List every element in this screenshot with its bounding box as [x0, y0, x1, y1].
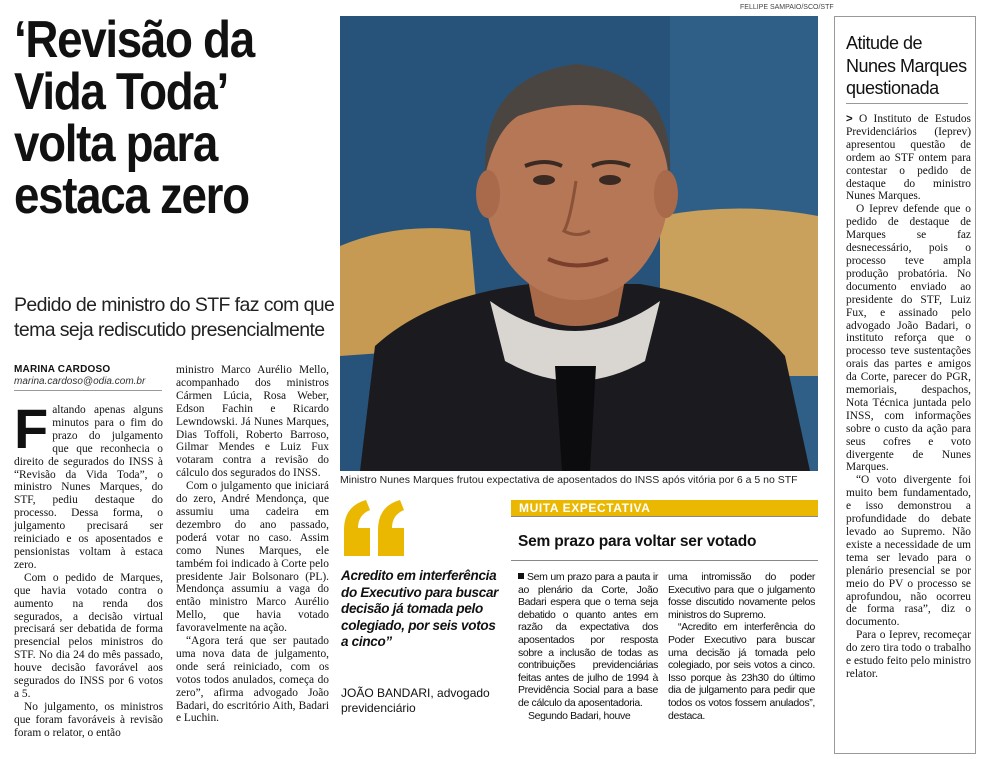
sidebar-title-line: Atitude de — [846, 33, 923, 53]
body-paragraph: ministro Marco Aurélio Mello, acompanhado dos ministros Cármen Lúcia, Rosa Weber, Edson Fachin e Ricardo Lewndowski. Já Nunes Marques, Dias Toffoli, Roberto Barroso, Gilmar Mendes e Luiz Fux votaram contra a revisão do cálculo dos segurados do INSS. — [176, 364, 329, 480]
subheadline-line: tema seja rediscutido presencialmente — [14, 319, 325, 341]
pull-quote-author: JOÃO BANDARI, advogado previdenciário — [341, 686, 490, 715]
arrow-icon: > — [846, 113, 853, 125]
subheadline — [14, 293, 334, 343]
drop-cap: F — [14, 397, 49, 460]
section-paragraph: “Acredito em interferência do Poder Executivo para buscar uma decisão já tomada pelo colegiado, por seis votos a cinco. Isso porque às 23h30 do último dia de julgamento para pedir que todos os votos fossem anulados”, destaca. — [668, 621, 815, 722]
sidebar-paragraph — [846, 113, 971, 203]
sidebar-title-line: questionada — [846, 78, 939, 98]
section-label: MUITA EXPECTATIVA — [511, 500, 818, 516]
section-paragraph: uma intromissão do poder Executivo para que o julgamento fosse discutido novamente pelos ministros do Supremo. — [668, 571, 815, 621]
sidebar-body — [846, 113, 971, 681]
section-paragraph — [518, 571, 658, 710]
headline-line: estaca zero — [14, 167, 249, 225]
byline-email: marina.cardoso@odia.com.br — [14, 376, 146, 387]
body-paragraph: Com o julgamento que iniciará do zero, André Mendonça, que assumiu uma cadeira em dezembro do ano passado, poderá votar no caso. Assim como Nunes Marques, ele também foi indicado à Corte pelo presidente Jair Bolsonaro (PL). Mendonça assumiu a vaga do então ministro Marco Aurélio Mello, que havia votado favoravelmente na ação. — [176, 480, 329, 635]
section-title: Sem prazo para voltar ser votado — [518, 533, 757, 550]
headline — [14, 11, 294, 225]
section-divider — [511, 516, 818, 517]
section-column-2 — [668, 571, 815, 722]
headline-line: Vida Toda’ — [14, 63, 228, 121]
headline-line: ‘Revisão da — [14, 11, 254, 69]
byline-author: MARINA CARDOSO — [14, 364, 111, 375]
subheadline-line: Pedido de ministro do STF faz com que — [14, 294, 335, 316]
section-paragraph: Segundo Badari, houve — [528, 709, 631, 722]
section-divider — [511, 560, 818, 561]
minister-photo — [340, 16, 818, 471]
sidebar-paragraph: “O voto divergente foi muito bem fundamentado, e isso demonstrou a profundidade do debate levado ao Supremo. Não existe a necessidade de um tema ser levado para o plenário presencial se por meio do PV o processo se aprofundou, não ocorreu de forma rasa”, diz o documento. — [846, 474, 971, 629]
sidebar-title — [846, 32, 974, 100]
body-paragraph: Com o pedido de Marques, que havia votado contra o aumento na renda dos segurados, a decisão virtual precisará ser debatida de forma presencial pelos ministros do STF. No dia 24 do mês passado, houve decisão favorável aos segurados do INSS por 6 votos a 5. — [14, 571, 163, 700]
quote-mark-icon — [342, 500, 408, 561]
photo-credit: FELLIPE SAMPAIO/SCO/STF — [740, 4, 834, 11]
sidebar-paragraph-text: O Instituto de Estudos Previdenciários (Ieprev) apresentou questão de ordem ao STF ontem para contestar o pedido de destaque do ministro Nunes Marques. — [846, 113, 971, 203]
section-paragraph-text: Sem um prazo para a pauta ir ao plenário da Corte, João Badari espera que o tema seja debatido o quanto antes em razão da expectativa dos aposentados por resposta sobre a inclusão de todas as contribuições previdenciárias feitas antes de julho de 1994 à Previdência Social para a base de cálculo da aposentadoria. — [518, 571, 658, 709]
body-column-1 — [14, 397, 163, 740]
body-paragraph: No julgamento, os ministros que foram favoráveis à revisão foram o relator, o então — [14, 700, 163, 739]
sidebar-title-line: Nunes Marques — [846, 55, 967, 76]
minister-portrait-illustration — [340, 16, 818, 471]
section-column-1 — [518, 571, 658, 722]
sidebar-divider — [846, 103, 968, 104]
sidebar-paragraph: O Ieprev defende que o pedido de destaque de Marques se faz desnecessário, pois o processo teve ampla produção probatória. No documento enviado ao presidente do STF, Luiz Fux, e assinado pelo advogado João Badari, o instituto reforça que o processo teve sustentações orais das partes e amigos da Corte, parecer do PGR, memoriais, despachos, Nota Técnica juntada pelo INSS, com informações sobre o custo da ação para seus cofres e voto divergente de Nunes Marques. — [846, 203, 971, 474]
body-paragraph: “Agora terá que ser pautado uma nova data de julgamento, onde será reiniciado, com os votos todos anulados, começa do zero”, afirma advogado João Badari, do escritório Aith, Badari e Luchin. — [176, 635, 329, 725]
body-paragraph — [14, 397, 163, 572]
photo-caption: Ministro Nunes Marques frutou expectativa de aposentados do INSS após vitória por 6 a 5 no STF — [340, 474, 798, 486]
body-paragraph-text: altando apenas alguns minutos para o fim do prazo do julgamento que que reconhecia o direito de segurados do INSS à “Revisão da Vida Toda”, o ministro Nunes Marques, do STF, pediu destaque do processo. Dessa forma, o julgamento precisará ser reiniciado e os aposentados e pensionistas voltam à estaca zero. — [14, 404, 163, 571]
body-column-2 — [176, 364, 329, 725]
pull-quote-text: Acredito em interferência do Executivo para buscar decisão já tomada pelo colegiado, por seis votos a cinco” — [341, 568, 499, 649]
headline-line: volta para — [14, 115, 217, 173]
bullet-square-icon — [518, 573, 524, 579]
byline-divider — [14, 390, 162, 391]
sidebar-paragraph: Para o Ieprev, recomeçar do zero tira todo o trabalho e estudo feito pelo ministro relator. — [846, 629, 971, 680]
